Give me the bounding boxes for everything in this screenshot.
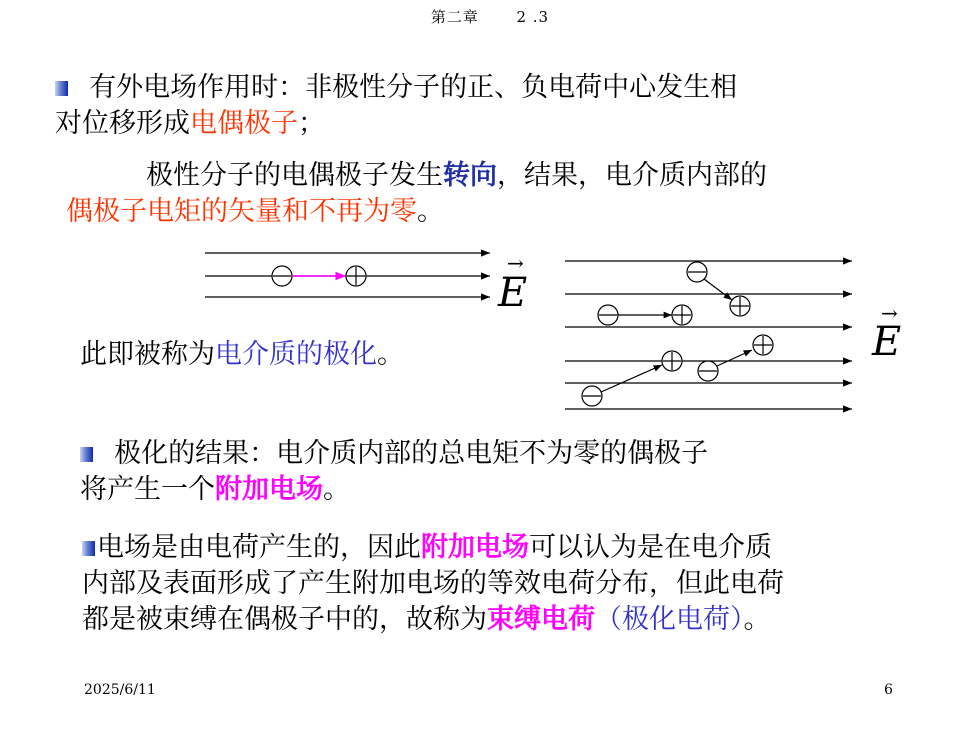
right-field-lines: [565, 261, 852, 409]
polarization-prefix: 此即被称为: [80, 339, 215, 370]
para4-line3-suffix: 。: [743, 604, 771, 635]
para2-line2-red: 偶极子电矩的矢量和不再为零: [66, 196, 417, 227]
vector-arrow-left: →: [507, 251, 524, 275]
bullet-icon: [80, 447, 93, 462]
vector-arrow-right: →: [881, 301, 898, 325]
para2-line1-blue: 转向: [443, 160, 497, 191]
para4-line2: 内部及表面形成了产生附加电场的等效电荷分布，但此电荷: [82, 568, 784, 599]
para2-line2-suffix: 。: [417, 196, 444, 227]
para1-line2-prefix: 对位移形成: [55, 108, 190, 139]
right-dipole-2: [598, 305, 692, 325]
para4-line1-prefix: 电场是由电荷产生的，因此: [97, 532, 421, 563]
polarization-sentence: [80, 337, 404, 373]
polarization-term: 电介质的极化: [215, 339, 377, 370]
para2-line1-suffix: ，结果，电介质内部的: [497, 160, 767, 191]
paragraph-3: [80, 436, 708, 508]
para1-line2-red: 电偶极子: [190, 108, 298, 139]
polarization-suffix: 。: [377, 339, 404, 370]
chapter-label: 第二章: [430, 8, 479, 26]
para3-line2-suffix: 。: [323, 474, 350, 505]
para4-line3-blue: （极化电荷）: [595, 604, 744, 635]
para4-line3-prefix: 都是被束缚在偶极子中的，故称为: [82, 604, 487, 635]
para1-line2-suffix: ；: [298, 108, 325, 139]
footer-date: 2025/6/11: [84, 682, 156, 698]
right-dipole-1: [687, 262, 750, 316]
para2-line1-prefix: 极性分子的电偶极子发生: [146, 160, 443, 191]
section-label: 2 .3: [516, 8, 550, 26]
para4-line1-magenta: 附加电场: [421, 532, 529, 563]
para3-line1: 极化的结果：电介质内部的总电矩不为零的偶极子: [114, 438, 709, 469]
left-dipole: [272, 266, 366, 286]
para1-line1: 有外电场作用时：非极性分子的正、负电荷中心发生相: [89, 72, 738, 103]
field-label-e-right: E: [872, 319, 902, 365]
para3-line2-prefix: 将产生一个: [80, 474, 215, 505]
para3-line2-magenta: 附加电场: [215, 474, 323, 505]
right-dipole-4: [698, 335, 773, 381]
right-field-label: [871, 301, 901, 365]
right-dipole-3: [582, 351, 682, 406]
para4-line3-magenta: 束缚电荷: [487, 604, 595, 635]
field-label-e-left: E: [498, 270, 528, 316]
paragraph-4: [82, 530, 784, 638]
para4-line1-suffix: 可以认为是在电介质: [529, 532, 772, 563]
footer-page-number: 6: [884, 682, 893, 698]
bullet-icon: [82, 541, 95, 556]
left-field-label: [497, 251, 527, 316]
